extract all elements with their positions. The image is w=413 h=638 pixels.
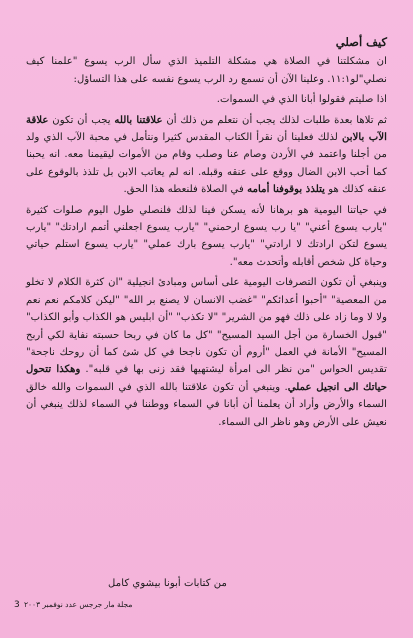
paragraph-relationship	[26, 112, 387, 199]
article-title: كيف أصلي	[335, 35, 387, 49]
lords-prayer-text: اذا صليتم فقولوا أبانا الذي في السموات.	[216, 94, 387, 106]
paragraph-lords-prayer	[26, 91, 387, 108]
relationship-emphasis-1: علاقتنا بالله	[114, 113, 163, 126]
paragraph-behaviour	[26, 274, 387, 431]
author-signature: من كتابات أبونا بيشوي كامل	[108, 578, 227, 589]
issue-footer: مجلة مار جرجس عدد نوفمبر ٢٠٠٣	[24, 600, 133, 609]
relationship-emphasis-2: علاقة الآب بالابن	[26, 113, 387, 144]
page-number: 3	[14, 600, 20, 610]
behaviour-text-1: وينبغي أن تكون التصرفات اليومية على أساس ومبادئ انجيلية "ان كثرة الكلام لا تخلو من المعصية" "أحبوا أعدائكم" "غضب الانسان لا يصنع بر الله" "ليكن كلامكم نعم نعم ولا لا وما زاد على ذلك فهو من الشرير" "لا تكذب" "أن ابليس هو الكذاب وأبو الكذاب" "قبول الخسارة من أجل السيد المسيح" "كل ما كان في ربحا حسبته نفاية لكي أربح المسيح" الأمانة في العمل "أروم أن تكون ناجحا في كل شئ كما أن روحك ناجحة" تقديس الحواس "من نظر الى امرأة ليشتهيها فقد زنى بها في قلبه".	[26, 277, 388, 376]
relationship-emphasis-3: يتلذذ بوقوفنا أمامه	[247, 183, 325, 196]
relationship-text-1: ثم تلاها بعدة طلبات لذلك يجب أن نتعلم من ذلك أن	[162, 114, 387, 126]
behaviour-emphasis: وهكذا تتحول حياتك الى انجيل عملي	[26, 363, 388, 393]
behaviour-text-2: . وينبغي أن تكون علاقتنا بالله الذي في السموات والله خالق السماء والأرض وأراد أن يعلمنا أن أبانا في السماء ووطننا في السماء لذلك ينبغي أن نعيش على الأرض وهو ناظر الى السماء.	[26, 381, 387, 428]
paragraph-daily-prayers: في حياتنا اليومية هو برهانا لأنه يسكن فينا لذلك فلنصلي طول اليوم صلوات كثيرة "يارب يسوع أعني" "يا رب يسوع ارحمني" "يارب يسوع اجعلني أتمم ارادتك" "يارب يسوع لتكن ارادتك لا ارادتي" "يارب يسوع بارك عملي" "يارب يسوع استلم حياتي وحياة كل شخص أقابله وأتحدث معه".	[26, 204, 387, 268]
relationship-text-4: في الصلاة فلنعطه هذا الحق.	[123, 184, 248, 196]
relationship-text-2: يجب أن تكون	[48, 114, 115, 126]
relationship-text-3: لذلك فعلينا أن نقرأ الكتاب المقدس كثيرا ونتأمل في محبة الآب الذي ولد من أجلنا واعتمد في الأردن وصام عنا وصلب وقام من الأموات ليقيمنا معه. انه يحبنا كما أحب الابن الضال ووقع على عنقه وقبله. انه لم يعاتب الابن بل تلذذ بالوقوع على عنقه كذلك هو	[26, 132, 387, 196]
paragraph-intro: ان مشكلتنا في الصلاة هي مشكلة التلميذ الذي سأل الرب يسوع "علمنا كيف نصلي"لو١١:١. وعلينا الآن أن نسمع رد الرب يسوع نفسه على هذا التساؤل:	[26, 56, 387, 85]
article-body	[26, 34, 387, 434]
